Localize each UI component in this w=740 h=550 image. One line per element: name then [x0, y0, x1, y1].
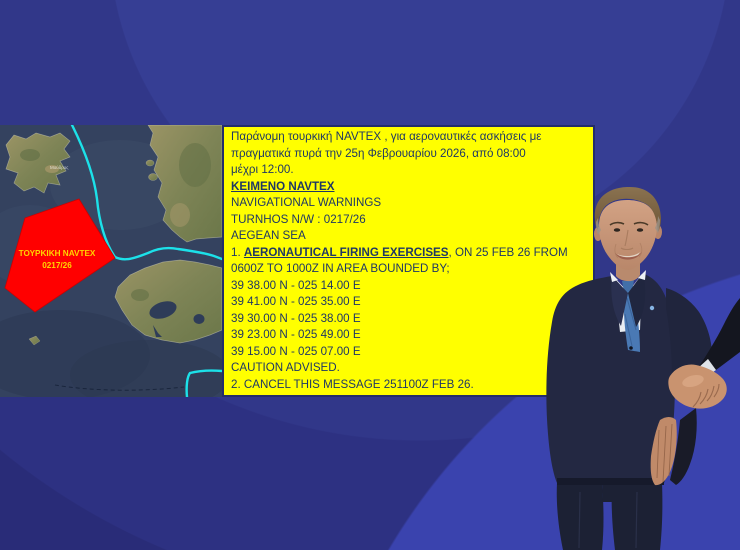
- notice-item1-line2: 0600Z TO 1000Z IN AREA BOUNDED BY;: [231, 262, 450, 275]
- notice-keimeno-heading: KEIMENO NAVTEX: [231, 179, 335, 193]
- notice-coord2: 39 41.00 N - 025 35.00 E: [231, 295, 361, 308]
- notice-warning-line3: AEGEAN SEA: [231, 229, 306, 242]
- lemnos-terrain: [20, 149, 40, 161]
- gera-gulf: [194, 314, 205, 324]
- eye-left: [614, 228, 620, 232]
- lapel-pin: [650, 306, 654, 310]
- notice-coord1: 39 38.00 N - 025 14.00 E: [231, 278, 361, 292]
- coast-terrain: [170, 203, 190, 227]
- notice-item1-number: 1.: [231, 245, 244, 259]
- notice-warning-line1: NAVIGATIONAL WARNINGS: [231, 196, 382, 209]
- navtex-zone-label-line2: 0217/26: [42, 261, 72, 270]
- notice-intro-line1: Παράνομη τουρκική NAVTEX , για αεροναυτικές ασκήσεις με: [231, 130, 542, 143]
- handshake-hands: [668, 364, 726, 408]
- notice-coord4: 39 23.00 N - 025 49.00 E: [231, 328, 361, 341]
- politician-photo: [500, 180, 740, 550]
- eye-right: [637, 228, 643, 232]
- notice-intro-line3: μέχρι 12:00.: [231, 163, 294, 176]
- politician-head: [594, 187, 662, 270]
- notice-coord5: 39 15.00 N - 025 07.00 E: [231, 344, 361, 358]
- notice-item1-rest: , ON 25 FEB 26 FROM: [448, 245, 568, 259]
- jacket-hem-shadow: [557, 478, 664, 485]
- notice-coord3: 39 30.00 N - 025 38.00 E: [231, 311, 361, 325]
- jacket-button: [629, 346, 633, 350]
- map-town-label: Μούδρος: [50, 165, 69, 170]
- coast-terrain: [179, 143, 211, 187]
- notice-intro-line2: πραγματικά πυρά την 25η Φεβρουαρίου 2026, από 08:00: [231, 146, 526, 160]
- aegean-map: [0, 125, 222, 397]
- notice-warning-line2: TURNHOS N/W : 0217/26: [231, 212, 366, 226]
- notice-caution: CAUTION ADVISED.: [231, 361, 340, 374]
- notice-item1-title: AERONAUTICAL FIRING EXERCISES: [243, 245, 449, 259]
- notice-cancel: 2. CANCEL THIS MESSAGE 251100Z FEB 26.: [231, 377, 474, 391]
- politician-legs: [557, 483, 663, 550]
- islet: [146, 160, 154, 166]
- navtex-zone-label-line1: ΤΟΥΡΚΙΚΗ NAVTEX: [18, 249, 96, 258]
- islet: [149, 174, 158, 181]
- lesvos-terrain: [131, 289, 149, 301]
